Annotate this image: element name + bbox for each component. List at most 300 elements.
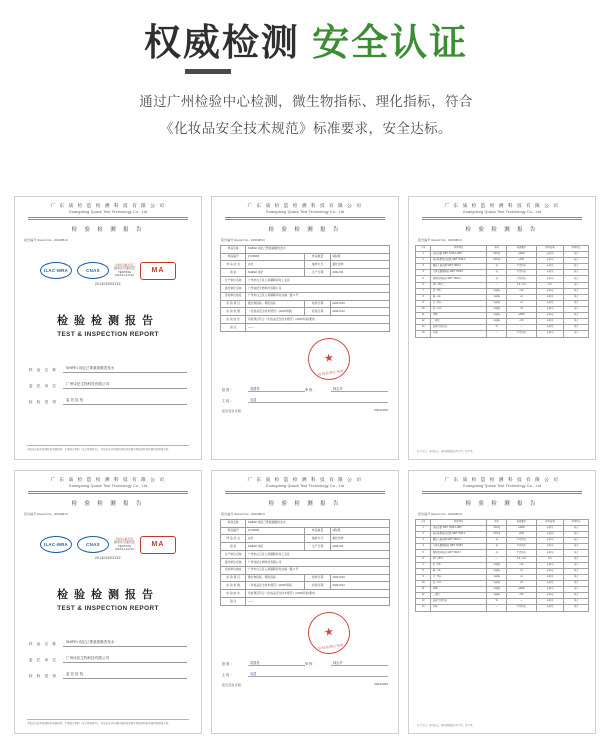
cell-unit: /g bbox=[487, 544, 507, 550]
cell-label: 样 品 状 态 bbox=[221, 535, 246, 543]
cover-fields bbox=[29, 366, 187, 405]
certificate-summary-1[interactable] bbox=[211, 196, 399, 460]
report-number bbox=[418, 511, 595, 516]
report-number-label: 报告编号 Report No.: bbox=[418, 237, 448, 242]
cell-item: 甲醇 bbox=[431, 587, 487, 593]
report-number-value: 20200813 bbox=[447, 511, 462, 516]
table-row bbox=[221, 590, 390, 598]
cell-spec: ≤100 bbox=[507, 532, 536, 538]
cnas-code: CNAS L11712 bbox=[115, 273, 134, 278]
field-value: SHIFEI 诗妃己菁氨基酸洗发水 bbox=[63, 640, 187, 647]
cell-item: 甲醇 bbox=[431, 313, 487, 319]
letterhead-rule bbox=[225, 217, 385, 218]
cell-verdict: 符合 bbox=[564, 538, 589, 544]
report-title-en: TEST & INSPECTION REPORT bbox=[57, 604, 159, 612]
report-number-label: 报告编号 Report No.: bbox=[24, 237, 54, 242]
cell-verdict: 符合 bbox=[564, 300, 589, 306]
field-label: 委 托 单 位 bbox=[29, 657, 58, 662]
signature-value: 吴清 bbox=[248, 397, 388, 403]
cell-verdict: 符合 bbox=[564, 574, 589, 580]
document-type-label: 检 验 检 测 报 告 bbox=[71, 226, 145, 233]
cell-verdict: 符合 bbox=[564, 556, 589, 562]
seal-caption: 检验检测专用章 bbox=[317, 642, 345, 651]
cell-result: 未检出 bbox=[536, 562, 564, 568]
cell-result: 未检出 bbox=[536, 294, 564, 300]
cell-unit: — bbox=[487, 331, 507, 337]
lab-letterhead bbox=[409, 471, 595, 494]
cell-spec: ≤1 bbox=[507, 300, 536, 306]
cell-unit: mg/kg bbox=[487, 300, 507, 306]
cell-no: 14 bbox=[416, 331, 431, 337]
cell-result: 未检出 bbox=[536, 599, 564, 605]
column-header: 检验结果 bbox=[536, 519, 564, 525]
cell-unit: mg/kg bbox=[487, 313, 507, 319]
cover-footnote: 本报告未经本检测机构书面同意，不得部分复制（全文复制除外）。本报告无本检测机构检验检测专用章或检验检测机构印章无效。 bbox=[27, 445, 189, 452]
issue-date-row bbox=[222, 682, 388, 687]
cell-spec: ≤2000 bbox=[507, 313, 536, 319]
cell-no: 7 bbox=[416, 288, 431, 294]
cell-spec: ≤1000 bbox=[507, 525, 536, 531]
sample-info-table bbox=[220, 245, 390, 332]
letterhead-rule-2 bbox=[422, 493, 582, 494]
cover-field-row bbox=[29, 398, 187, 405]
lab-name-cn: 广 东 质 检 造 检 测 科 技 有 限 公 司 bbox=[50, 203, 166, 208]
field-value: 委 托 检 验 bbox=[63, 398, 187, 405]
cell-item: 石棉 bbox=[431, 605, 487, 611]
cell-item: 铅（Pb） bbox=[431, 562, 487, 568]
cell-verdict: 符合 bbox=[564, 276, 589, 282]
cell-result: 未检出 bbox=[536, 306, 564, 312]
signature-label: 主检： bbox=[222, 398, 235, 403]
signature-row-tester bbox=[222, 397, 388, 403]
seal-star-icon: ★ bbox=[323, 351, 335, 365]
cell-label: 生产日期 bbox=[305, 269, 330, 277]
field-label: 检 验 类 别 bbox=[29, 399, 58, 404]
cell-spec: ≤2 bbox=[507, 568, 536, 574]
letterhead-rule bbox=[225, 491, 385, 492]
cell-spec: — bbox=[507, 325, 536, 331]
cell-verdict: 符合 bbox=[564, 251, 589, 257]
cell-result: 5.6 bbox=[536, 556, 564, 562]
cell-item: 菌落总数 GB/T 7918.2-1987 bbox=[431, 251, 487, 257]
headline-part2: 安全认证 bbox=[312, 22, 469, 63]
cell-value: 2021/2/6 bbox=[330, 269, 389, 277]
cell-result: 未检出 bbox=[536, 313, 564, 319]
cell-spec: 4.0～9.0 bbox=[507, 556, 536, 562]
lab-name-en: Guangdong Quack Test Technology Co., Ltd bbox=[265, 209, 345, 214]
cell-value: 2021/3/10 bbox=[330, 574, 389, 582]
column-header: 序号 bbox=[416, 519, 431, 525]
sample-info-table bbox=[220, 519, 390, 606]
table-row bbox=[416, 605, 589, 611]
cell-no: 2 bbox=[416, 532, 431, 538]
cell-value: SHIFEI 诗妃己菁氨基酸洗发水 bbox=[246, 519, 390, 527]
lab-letterhead bbox=[409, 197, 595, 220]
cell-unit: — bbox=[487, 605, 507, 611]
cell-spec: ≤5 bbox=[507, 306, 536, 312]
cell-label: 检 验 项 目 bbox=[221, 574, 246, 582]
cell-spec: ≤30 bbox=[507, 319, 536, 325]
cnas-testing-label: TESTING bbox=[117, 543, 131, 548]
issue-date-value: 2021/3/20 bbox=[374, 407, 388, 412]
certificate-cover-2[interactable] bbox=[14, 470, 202, 734]
cell-label: 样品名称 bbox=[221, 245, 246, 253]
cell-no: 9 bbox=[416, 300, 431, 306]
report-title-cn: 检验检测报告 bbox=[57, 588, 159, 601]
lab-name-en: Guangdong Quack Test Technology Co., Ltd bbox=[68, 483, 148, 488]
signature-block bbox=[222, 386, 388, 403]
cell-spec: 不得检出 bbox=[507, 270, 536, 276]
cell-result: 未检出 bbox=[536, 538, 564, 544]
column-header: 标准要求 bbox=[507, 519, 536, 525]
cell-result: 5.6 bbox=[536, 282, 564, 288]
cell-value: 《化妆品安全技术规范》(2015年版) bbox=[246, 308, 305, 316]
cell-item: 汞（Hg） bbox=[431, 300, 487, 306]
cell-result: 未检出 bbox=[536, 288, 564, 294]
cell-value: 广州市白云区人和镇鹤亭村自编一路 3 号 bbox=[246, 292, 390, 300]
cell-no: 1 bbox=[416, 525, 431, 531]
cell-spec: 4.0～9.0 bbox=[507, 282, 536, 288]
cell-value: 《化妆品安全技术规范》(2015年版) bbox=[246, 582, 305, 590]
certificate-cover-1[interactable] bbox=[14, 196, 202, 460]
cell-spec: 不得检出 bbox=[507, 331, 536, 337]
cell-verdict: 符合 bbox=[564, 525, 589, 531]
cell-label: 备 注 bbox=[221, 323, 246, 331]
report-number bbox=[24, 511, 201, 516]
signature-row-tester bbox=[222, 671, 388, 677]
cell-unit: /g bbox=[487, 276, 507, 282]
field-value: 广州诗妃生物科技有限公司 bbox=[63, 382, 187, 389]
signature-value: 袁国美 bbox=[248, 660, 305, 666]
cell-result: 未检出 bbox=[536, 525, 564, 531]
cell-spec: ≤1 bbox=[507, 574, 536, 580]
cell-label: 检 验 项 目 bbox=[221, 300, 246, 308]
cell-no: 4 bbox=[416, 270, 431, 276]
field-value: 广州诗妃生物科技有限公司 bbox=[63, 656, 187, 663]
cell-no: 8 bbox=[416, 294, 431, 300]
cell-unit: /g bbox=[487, 264, 507, 270]
cma-icon: MA bbox=[140, 536, 176, 554]
cell-no: 13 bbox=[416, 599, 431, 605]
cell-no: 14 bbox=[416, 605, 431, 611]
cell-unit: mg/kg bbox=[487, 294, 507, 300]
cell-label: 委托单位名称 bbox=[221, 558, 246, 566]
cell-label: 生产日期 bbox=[305, 543, 330, 551]
cell-spec: ≤10 bbox=[507, 288, 536, 294]
cell-label: 抽样方式 bbox=[305, 261, 330, 269]
cell-no: 1 bbox=[416, 251, 431, 257]
signature-value: 袁国美 bbox=[248, 386, 305, 392]
cell-item: 耐热大肠菌群 GB/T 7918.3 bbox=[431, 538, 487, 544]
cell-no: 7 bbox=[416, 562, 431, 568]
document-type-label: 检 验 检 测 报 告 bbox=[465, 500, 539, 507]
cell-label: 样品名称 bbox=[221, 519, 246, 527]
cell-value: 1瓶/瓶 bbox=[330, 527, 389, 535]
cell-spec: 不得检出 bbox=[507, 544, 536, 550]
cell-verdict: 符合 bbox=[564, 325, 589, 331]
certificate-results-1[interactable] bbox=[408, 196, 596, 460]
cnas-text-block bbox=[114, 264, 135, 278]
cnas-icon: CNAS bbox=[77, 536, 109, 553]
cell-item: pH（25℃） bbox=[431, 282, 487, 288]
document-type-label: 检 验 检 测 报 告 bbox=[71, 500, 145, 507]
cell-item: 汞（Hg） bbox=[431, 574, 487, 580]
report-number bbox=[221, 237, 398, 242]
cell-item: 砷（As） bbox=[431, 294, 487, 300]
cell-label: 商 标 bbox=[221, 543, 246, 551]
subtitle-line-1: 通过广州检验中心检测，微生物指标、理化指标，符合 bbox=[139, 93, 473, 109]
table-row bbox=[221, 543, 390, 551]
cell-label: 样品编号 bbox=[221, 253, 246, 261]
cnas-code: CNAS L11712 bbox=[115, 547, 134, 552]
column-header: 检验项目 bbox=[431, 245, 487, 251]
letterhead-rule bbox=[28, 491, 188, 492]
lab-letterhead bbox=[15, 197, 201, 220]
cell-value: 完好 bbox=[246, 535, 305, 543]
cell-item: 霉菌和酵母菌总数 GB/T 7918.2 bbox=[431, 532, 487, 538]
accreditation-logos bbox=[15, 262, 201, 280]
cell-label: 受检单位地址 bbox=[221, 292, 246, 300]
cell-item: 菌落总数 GB/T 7918.2-1987 bbox=[431, 525, 487, 531]
signature-block bbox=[222, 660, 388, 677]
cell-label: 检验日期 bbox=[305, 582, 330, 590]
lab-letterhead bbox=[212, 197, 398, 220]
seal-area bbox=[212, 332, 398, 386]
report-title-en: TEST & INSPECTION REPORT bbox=[57, 330, 159, 338]
cell-unit: % bbox=[487, 599, 507, 605]
column-header: 单项判定 bbox=[564, 245, 589, 251]
certificate-summary-2[interactable] bbox=[211, 470, 399, 734]
cell-unit: CFU/g bbox=[487, 525, 507, 531]
cell-item: 镉（Cd） bbox=[431, 580, 487, 586]
cell-no: 13 bbox=[416, 325, 431, 331]
cell-spec: — bbox=[507, 599, 536, 605]
cell-value: —— bbox=[246, 597, 390, 605]
cell-unit: — bbox=[487, 282, 507, 288]
lab-name-en: Guangdong Quack Test Technology Co., Ltd bbox=[462, 483, 542, 488]
cell-spec: ≤1000 bbox=[507, 251, 536, 257]
cell-item: 金黄色葡萄球菌 GB/T 7918.5 bbox=[431, 270, 487, 276]
cell-value: 2021/3/10 bbox=[330, 300, 389, 308]
cell-verdict: 符合 bbox=[564, 270, 589, 276]
cell-item: 铅（Pb） bbox=[431, 288, 487, 294]
cell-verdict: 符合 bbox=[564, 599, 589, 605]
field-value: 委 托 检 验 bbox=[63, 672, 187, 679]
cell-label: 样品编号 bbox=[221, 527, 246, 535]
cell-value: 1瓶/瓶 bbox=[330, 253, 389, 261]
cell-no: 2 bbox=[416, 258, 431, 264]
letterhead-rule-2 bbox=[422, 219, 582, 220]
cell-no: 3 bbox=[416, 264, 431, 270]
table-row bbox=[221, 245, 390, 253]
headline-part1: 权威检测 bbox=[143, 22, 300, 63]
cell-verdict: 符合 bbox=[564, 593, 589, 599]
lab-name-cn: 广 东 质 检 造 检 测 科 技 有 限 公 司 bbox=[247, 477, 363, 482]
letterhead-rule-2 bbox=[225, 493, 385, 494]
cell-label: 样品数量 bbox=[305, 253, 330, 261]
cell-value: 2Y20049 bbox=[246, 527, 305, 535]
column-header: 单项判定 bbox=[564, 519, 589, 525]
report-number-value: 20200813 bbox=[447, 237, 462, 242]
cell-no: 4 bbox=[416, 544, 431, 550]
cell-verdict: 符合 bbox=[564, 258, 589, 264]
cnas-line-2: 国家认可委员会 bbox=[113, 266, 135, 271]
cell-item: 霉菌和酵母菌总数 GB/T 7918.2 bbox=[431, 258, 487, 264]
cell-no: 3 bbox=[416, 538, 431, 544]
cell-unit: mg/kg bbox=[487, 593, 507, 599]
cell-spec: 不得检出 bbox=[507, 550, 536, 556]
table-row bbox=[221, 566, 390, 574]
subtitle-line-2: 《化妆品安全技术规范》标准要求，安全达标。 bbox=[160, 120, 452, 136]
cell-verdict: 符合 bbox=[564, 587, 589, 593]
cell-verdict: 符合 bbox=[564, 550, 589, 556]
signature-value: 林志华 bbox=[331, 386, 388, 392]
field-label: 样 品 名 称 bbox=[29, 367, 58, 372]
cell-item: 镉（Cd） bbox=[431, 306, 487, 312]
cell-label: 检 验 结 论 bbox=[221, 590, 246, 598]
cell-value: 广州诗妃生物科技有限公司 bbox=[246, 558, 390, 566]
cell-unit: CFU/g bbox=[487, 258, 507, 264]
cell-label: 检 验 结 论 bbox=[221, 316, 246, 324]
lab-name-cn: 广 东 质 检 造 检 测 科 技 有 限 公 司 bbox=[444, 477, 560, 482]
cell-item: 铜绿假单胞菌 GB/T 7918.4 bbox=[431, 276, 487, 282]
table-row bbox=[221, 292, 390, 300]
table-row bbox=[416, 331, 589, 337]
column-header: 检验项目 bbox=[431, 519, 487, 525]
cell-result: 未检出 bbox=[536, 251, 564, 257]
letterhead-rule bbox=[422, 217, 582, 218]
certificate-grid bbox=[14, 196, 598, 734]
cell-value: 广州市白云区人和镇鹤亭村工业区 bbox=[246, 277, 390, 285]
cell-unit: mg/kg bbox=[487, 288, 507, 294]
signature-row-approver bbox=[222, 660, 388, 666]
cell-label: 生产单位名称 bbox=[221, 277, 246, 285]
issue-date-row bbox=[222, 408, 388, 413]
table-row bbox=[221, 551, 390, 559]
table-row bbox=[221, 284, 390, 292]
cover-field-row bbox=[29, 640, 187, 647]
cell-label: 商 标 bbox=[221, 269, 246, 277]
table-row bbox=[221, 519, 390, 527]
report-number-label: 报告编号 Report No.: bbox=[221, 511, 251, 516]
signature-label: 批准： bbox=[222, 661, 235, 666]
cell-label: 检 验 依 据 bbox=[221, 582, 246, 590]
cell-result: 未检出 bbox=[536, 270, 564, 276]
lab-name-en: Guangdong Quack Test Technology Co., Ltd bbox=[68, 209, 148, 214]
cell-value: 广州诗妃生物科技有限公司 bbox=[246, 284, 390, 292]
cnas-line-2: 国家认可委员会 bbox=[113, 540, 135, 545]
report-number-value: 20200813 bbox=[250, 511, 265, 516]
cell-value: 所检项目符合《化妆品安全技术规范》(2015年版)要求。 bbox=[246, 316, 390, 324]
certificate-results-2[interactable] bbox=[408, 470, 596, 734]
table-row bbox=[221, 535, 390, 543]
signature-label: 主检： bbox=[222, 672, 235, 677]
cell-result: 未检出 bbox=[536, 568, 564, 574]
report-number-label: 报告编号 Report No.: bbox=[418, 511, 448, 516]
cell-result: 未检出 bbox=[536, 574, 564, 580]
cell-spec: ≤100 bbox=[507, 258, 536, 264]
cover-field-row bbox=[29, 366, 187, 373]
signature-label: 审核： bbox=[305, 661, 318, 666]
cell-unit: mg/kg bbox=[487, 587, 507, 593]
cell-unit: /g bbox=[487, 550, 507, 556]
cell-unit: CFU/g bbox=[487, 532, 507, 538]
cell-no: 6 bbox=[416, 282, 431, 288]
cnas-line-1: 中国合格评定 bbox=[115, 536, 134, 541]
cell-result: 未检出 bbox=[536, 264, 564, 270]
cell-label: 检 验 依 据 bbox=[221, 308, 246, 316]
signature-label: 审核： bbox=[305, 387, 318, 392]
cell-result: 未检出 bbox=[536, 325, 564, 331]
accreditation-logos bbox=[15, 536, 201, 554]
lab-name-cn: 广 东 质 检 造 检 测 科 技 有 限 公 司 bbox=[444, 203, 560, 208]
cell-value: SHIFEI 诗妃 bbox=[246, 543, 305, 551]
column-header: 检验结果 bbox=[536, 245, 564, 251]
cell-item: 游离氢氧化钠 bbox=[431, 325, 487, 331]
table-row bbox=[221, 277, 390, 285]
cover-field-row bbox=[29, 656, 187, 663]
cell-value: SHIFEI 诗妃己菁氨基酸洗发水 bbox=[246, 245, 390, 253]
issue-date-label: 报告签发日期： bbox=[222, 408, 244, 413]
column-header: 标准要求 bbox=[507, 245, 536, 251]
cell-label: 备 注 bbox=[221, 597, 246, 605]
cell-verdict: 符合 bbox=[564, 562, 589, 568]
cell-spec: ≤2000 bbox=[507, 587, 536, 593]
cover-field-row bbox=[29, 672, 187, 679]
cover-footnote: 本报告未经本检测机构书面同意，不得部分复制（全文复制除外）。本报告无本检测机构检验检测专用章或检验检测机构印章无效。 bbox=[27, 719, 189, 726]
headline-underline bbox=[185, 69, 231, 74]
cell-no: 5 bbox=[416, 550, 431, 556]
cell-unit: /g bbox=[487, 270, 507, 276]
report-number-label: 报告编号 Report No.: bbox=[221, 237, 251, 242]
ilac-mra-icon: ILAC-MRA bbox=[40, 536, 72, 553]
cell-unit: mg/kg bbox=[487, 306, 507, 312]
cell-result: 未检出 bbox=[536, 300, 564, 306]
cell-result: 未检出 bbox=[536, 550, 564, 556]
cell-value: 2Y20049 bbox=[246, 253, 305, 261]
cnas-testing-label: TESTING bbox=[117, 269, 131, 274]
cell-value: 微生物指标、理化指标 bbox=[246, 574, 305, 582]
cell-no: 6 bbox=[416, 556, 431, 562]
cell-no: 12 bbox=[416, 319, 431, 325]
cell-value: 2021/3/12 bbox=[330, 308, 389, 316]
cell-verdict: 符合 bbox=[564, 264, 589, 270]
report-number-label: 报告编号 Report No.: bbox=[24, 511, 54, 516]
cell-item: 二噁烷 bbox=[431, 319, 487, 325]
cell-item: 铜绿假单胞菌 GB/T 7918.4 bbox=[431, 550, 487, 556]
cnas-text-block bbox=[114, 538, 135, 552]
cell-label: 检验日期 bbox=[305, 308, 330, 316]
cell-unit: CFU/g bbox=[487, 251, 507, 257]
cell-spec: 不得检出 bbox=[507, 276, 536, 282]
cell-label: 生产单位名称 bbox=[221, 551, 246, 559]
document-type-label: 检 验 检 测 报 告 bbox=[268, 226, 342, 233]
cell-no: 8 bbox=[416, 568, 431, 574]
cell-verdict: 符合 bbox=[564, 306, 589, 312]
cell-result: 未检出 bbox=[536, 587, 564, 593]
cell-item: 二噁烷 bbox=[431, 593, 487, 599]
cell-result: 未检出 bbox=[536, 532, 564, 538]
cell-value: 委托送样 bbox=[330, 261, 389, 269]
cell-item: 砷（As） bbox=[431, 568, 487, 574]
cell-verdict: 符合 bbox=[564, 532, 589, 538]
cma-number: 2018J9003152 bbox=[95, 555, 121, 560]
table-row bbox=[221, 253, 390, 261]
letterhead-rule bbox=[28, 217, 188, 218]
cell-item: pH（25℃） bbox=[431, 556, 487, 562]
column-header: 序号 bbox=[416, 245, 431, 251]
lab-name-cn: 广 东 质 检 造 检 测 科 技 有 限 公 司 bbox=[50, 477, 166, 482]
